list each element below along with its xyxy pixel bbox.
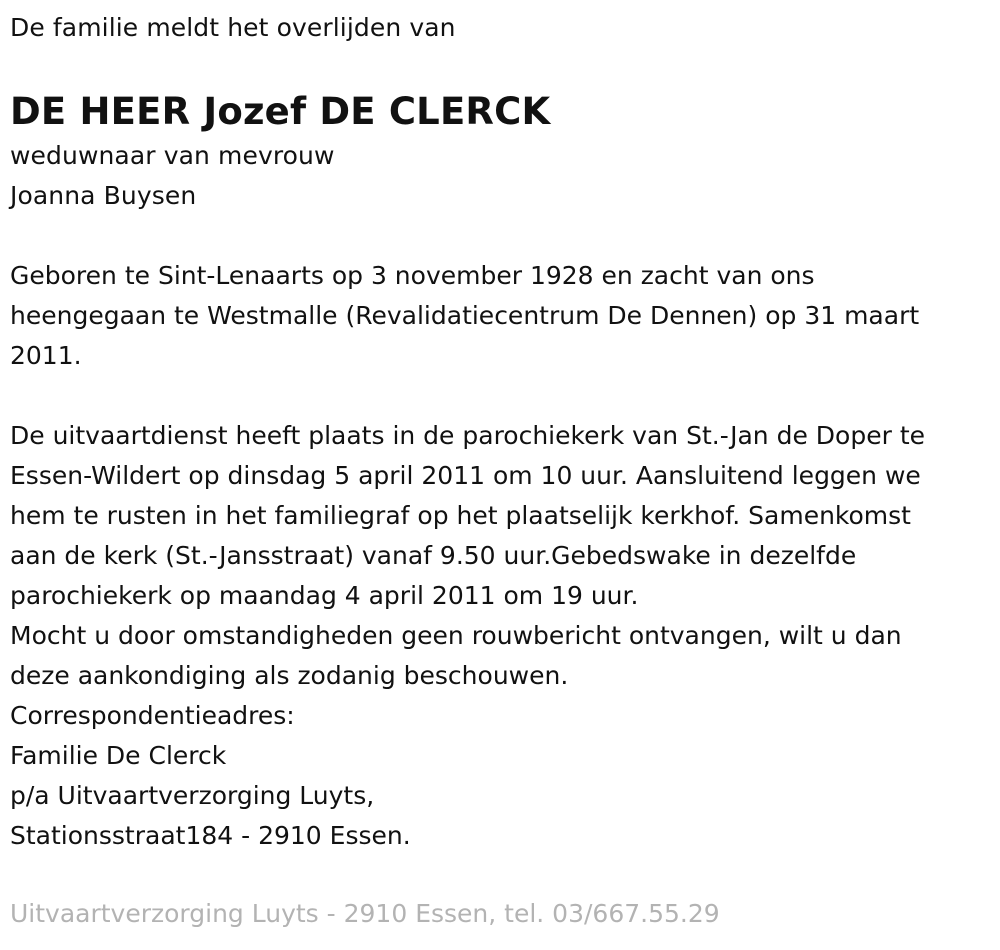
spouse-line-1: weduwnaar van mevrouw: [10, 141, 335, 170]
spouse-line-2: Joanna Buysen: [10, 181, 197, 210]
paragraph-line: Essen-Wildert op dinsdag 5 april 2011 om 10 uur. Aansluitend leggen we: [10, 461, 921, 490]
paragraph-line: Mocht u door omstandigheden geen rouwbericht ontvangen, wilt u dan: [10, 621, 902, 650]
service-paragraph: [10, 416, 990, 696]
correspondence-block: [10, 696, 990, 856]
deceased-name: DE HEER Jozef DE CLERCK: [10, 90, 551, 133]
paragraph-line: 2011.: [10, 341, 82, 370]
paragraph-line: parochiekerk op maandag 4 april 2011 om 19 uur.: [10, 581, 639, 610]
paragraph-line: deze aankondiging als zodanig beschouwen.: [10, 661, 569, 690]
paragraph-line: heengegaan te Westmalle (Revalidatiecentrum De Dennen) op 31 maart: [10, 301, 920, 330]
correspondence-label: Correspondentieadres:: [10, 701, 295, 730]
spacer: [10, 376, 990, 416]
birth-death-paragraph: [10, 256, 990, 376]
spacer: [10, 216, 990, 256]
paragraph-line: hem te rusten in het familiegraf op het plaatselijk kerkhof. Samenkomst: [10, 501, 911, 530]
address-line: p/a Uitvaartverzorging Luyts,: [10, 781, 375, 810]
intro-text: De familie meldt het overlijden van: [10, 13, 456, 42]
address-line: Stationsstraat184 - 2910 Essen.: [10, 821, 411, 850]
paragraph-line: De uitvaartdienst heeft plaats in de parochiekerk van St.-Jan de Doper te: [10, 421, 926, 450]
funeral-home-footer: Uitvaartverzorging Luyts - 2910 Essen, tel. 03/667.55.29: [10, 899, 720, 928]
address-line: Familie De Clerck: [10, 741, 227, 770]
paragraph-line: Geboren te Sint-Lenaarts op 3 november 1928 en zacht van ons: [10, 261, 815, 290]
paragraph-line: aan de kerk (St.-Jansstraat) vanaf 9.50 uur.Gebedswake in dezelfde: [10, 541, 857, 570]
